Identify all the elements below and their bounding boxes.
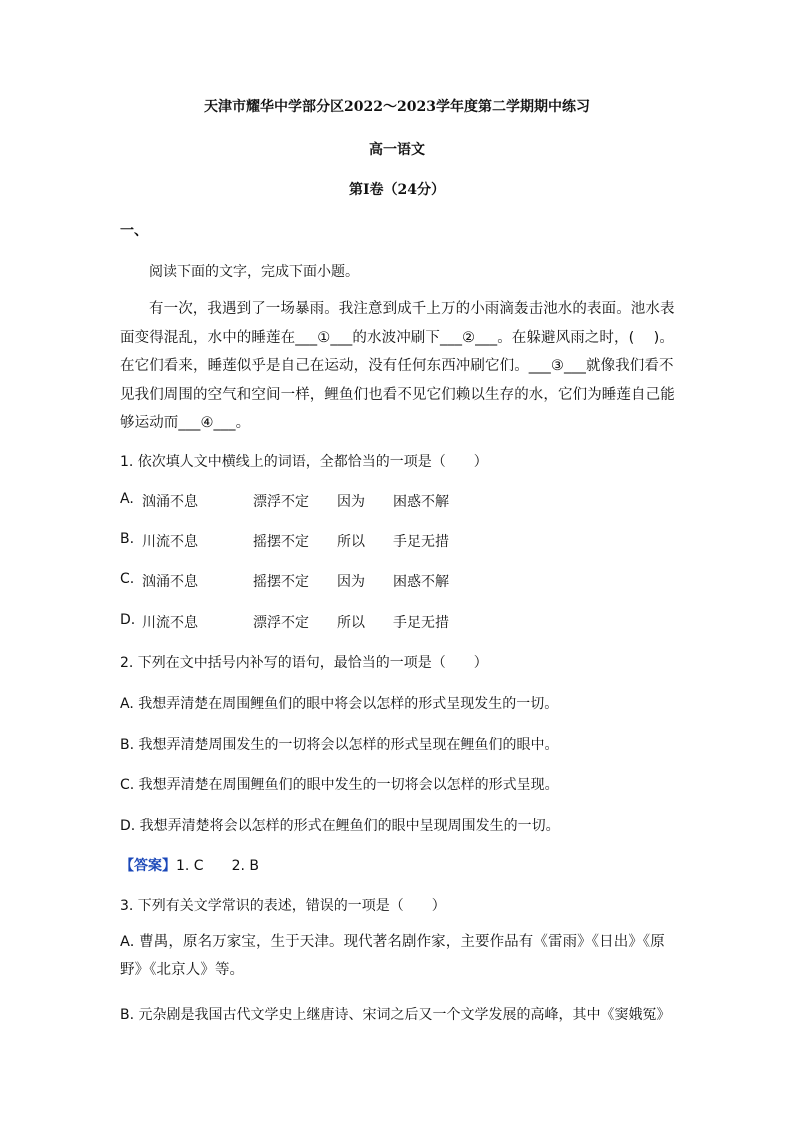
option-word-3: 所以 [337, 534, 365, 550]
volume-title: 第Ⅰ卷（24分） [348, 182, 446, 198]
option-word-4: 困惑不解 [393, 494, 449, 510]
option-word-3: 因为 [337, 494, 365, 510]
option-word-2: 摇摆不定 [253, 534, 309, 550]
answer-text: 1. C 2. B [176, 858, 259, 874]
option-label: A. [120, 491, 134, 507]
option-word-3: 所以 [337, 615, 365, 631]
question-1-stem: 1. 依次填人文中横线上的词语，全都恰当的一项是（ ） [120, 454, 488, 470]
option-word-2: 摇摆不定 [253, 574, 309, 590]
reading-passage: 有一次，我遇到了一场暴雨。我注意到成千上万的小雨滴轰击池水的表面。池水表面变得混乱，水中的睡莲在___①___的水波冲刷下___②___。在躲避风雨之时，( )。在它们看来，睡莲似乎是自己在运动，没有任何东西冲刷它们。___③___就像我们看不见我们周围的空气和空间一样，鲤鱼们也看不见它们赖以生存的水，它们为睡莲自己能够运动而___④___。 [120, 301, 675, 431]
option-label: B. [120, 531, 135, 547]
question-2-option-a: A. 我想弄清楚在周围鲤鱼们的眼中将会以怎样的形式呈现发生的一切。 [120, 696, 559, 712]
section-number: 一、 [120, 223, 148, 239]
answer-label: 【答案】 [120, 858, 176, 874]
subject-title: 高一语文 [369, 142, 425, 158]
option-word-4: 手足无措 [393, 534, 449, 550]
question-2-option-d: D. 我想弄清楚将会以怎样的形式在鲤鱼们的眼中呈现周围发生的一切。 [120, 818, 560, 834]
option-word-1: 川流不息 [142, 615, 198, 631]
option-word-3: 因为 [337, 574, 365, 590]
answer-line [120, 855, 259, 875]
question-3-option-b: B. 元杂剧是我国古代文学史上继唐诗、宋词之后又一个文学发展的高峰，其中《窦娥冤》 [120, 1007, 671, 1023]
question-2-option-b: B. 我想弄清楚周围发生的一切将会以怎样的形式呈现在鲤鱼们的眼中。 [120, 737, 559, 753]
option-word-4: 手足无措 [393, 615, 449, 631]
exam-title: 天津市耀华中学部分区2022～2023学年度第二学期期中练习 [204, 99, 590, 115]
option-word-2: 漂浮不定 [253, 615, 309, 631]
option-word-1: 川流不息 [142, 534, 198, 550]
question-2-option-c: C. 我想弄清楚在周围鲤鱼们的眼中发生的一切将会以怎样的形式呈现。 [120, 777, 559, 793]
reading-instruction: 阅读下面的文字，完成下面小题。 [149, 264, 359, 280]
option-word-1: 汹涌不息 [142, 574, 198, 590]
option-word-2: 漂浮不定 [253, 494, 309, 510]
option-label: D. [120, 612, 136, 628]
option-word-1: 汹涌不息 [142, 494, 198, 510]
question-2-stem: 2. 下列在文中括号内补写的语句，最恰当的一项是（ ） [120, 655, 488, 671]
option-word-4: 困惑不解 [393, 574, 449, 590]
question-3-stem: 3. 下列有关文学常识的表述，错误的一项是（ ） [120, 898, 446, 914]
option-label: C. [120, 571, 135, 587]
question-3-option-a: A. 曹禺，原名万家宝，生于天津。现代著名剧作家，主要作品有《雷雨》《日出》《原野》《北京人》等。 [120, 934, 665, 978]
